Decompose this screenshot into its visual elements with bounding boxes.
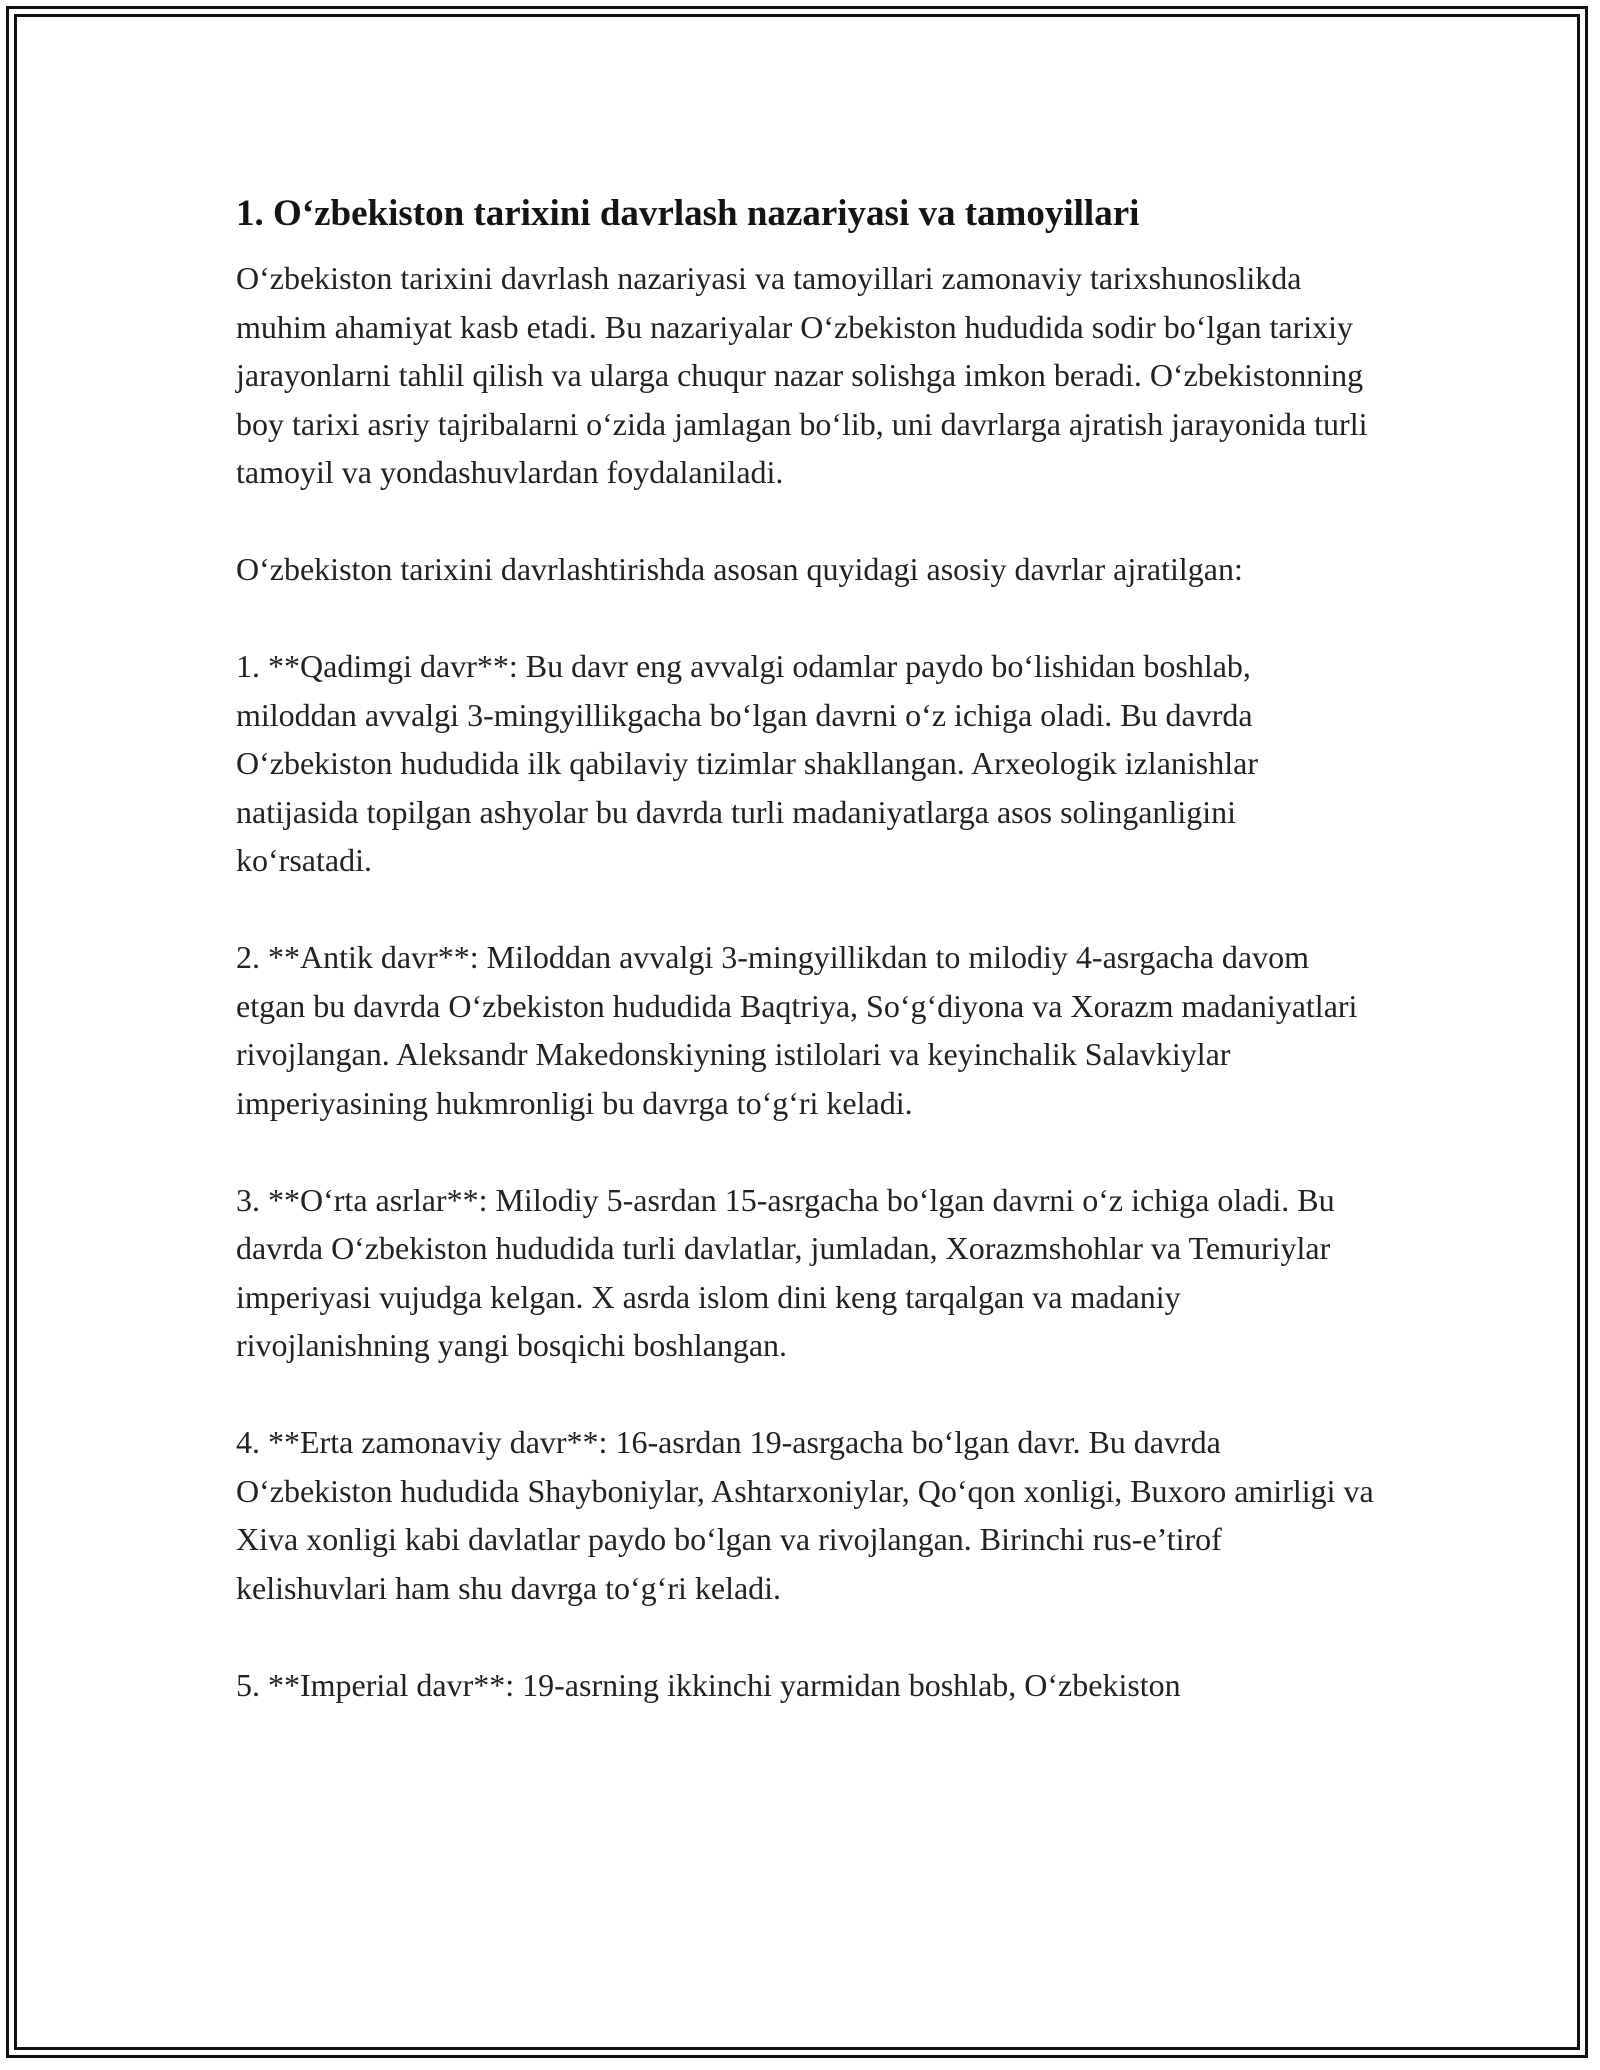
- period-antique-paragraph: 2. **Antik davr**: Miloddan avvalgi 3-mingyillikdan to milodiy 4-asrgacha davom etgan bu davrda O‘zbekiston hududida Baqtriya, So‘g‘diyona va Xorazm madaniyatlari rivojlangan. Aleksandr Makedonskiyning istilolari va keyinchalik Salavkiylar imperiyasining hukmronligi bu davrga to‘g‘ri keladi.: [236, 939, 1358, 1121]
- period-imperial-paragraph: 5. **Imperial davr**: 19-asrning ikkinchi yarmidan boshlab, O‘zbekiston: [236, 1666, 1181, 1703]
- period-medieval-paragraph: 3. **O‘rta asrlar**: Milodiy 5-asrdan 15-asrgacha bo‘lgan davrni o‘z ichiga oladi. Bu davrda O‘zbekiston hududida turli davlatlar, jumladan, Xorazmshohlar va Temuriylar imperiyasi vujudga kelgan. X asrda islom dini keng tarqalgan va madaniy rivojlanishning yangi bosqichi boshlangan.: [236, 1181, 1335, 1363]
- period-early-modern-paragraph: 4. **Erta zamonaviy davr**: 16-asrdan 19-asrgacha bo‘lgan davr. Bu davrda O‘zbekiston hududida Shayboniylar, Ashtarxoniylar, Qo‘qon xonligi, Buxoro amirligi va Xiva xonligi kabi davlatlar paydo bo‘lgan va rivojlangan. Birinchi rus-e’tirof kelishuvlari ham shu davrga to‘g‘ri keladi.: [236, 1424, 1374, 1606]
- period-ancient-paragraph: 1. **Qadimgi davr**: Bu davr eng avvalgi odamlar paydo bo‘lishidan boshlab, miloddan avvalgi 3-mingyillikgacha bo‘lgan davrni o‘z ichiga oladi. Bu davrda O‘zbekiston hududida ilk qabilaviy tizimlar shakllangan. Arxeologik izlanishlar natijasida topilgan ashyolar bu davrda turli madaniyatlarga asos solinganligini ko‘rsatadi.: [236, 648, 1258, 878]
- intro-paragraph: O‘zbekiston tarixini davrlash nazariyasi va tamoyillari zamonaviy tarixshunoslikda muhim ahamiyat kasb etadi. Bu nazariyalar O‘zbekiston hududida sodir bo‘lgan tarixiy jarayonlarni tahlil qilish va ularga chuqur nazar solishga imkon beradi. O‘zbekistonning boy tarixi asriy tajribalarni o‘zida jamlagan bo‘lib, uni davrlarga ajratish jarayonida turli tamoyil va yondashuvlardan foydalaniladi.: [236, 260, 1368, 490]
- periods-lead-paragraph: O‘zbekiston tarixini davrlashtirishda asosan quyidagi asosiy davrlar ajratilgan:: [236, 551, 1243, 587]
- document-body: [236, 186, 1376, 1709]
- section-heading: 1. O‘zbekiston tarixini davrlash nazariyasi va tamoyillari: [236, 193, 1140, 234]
